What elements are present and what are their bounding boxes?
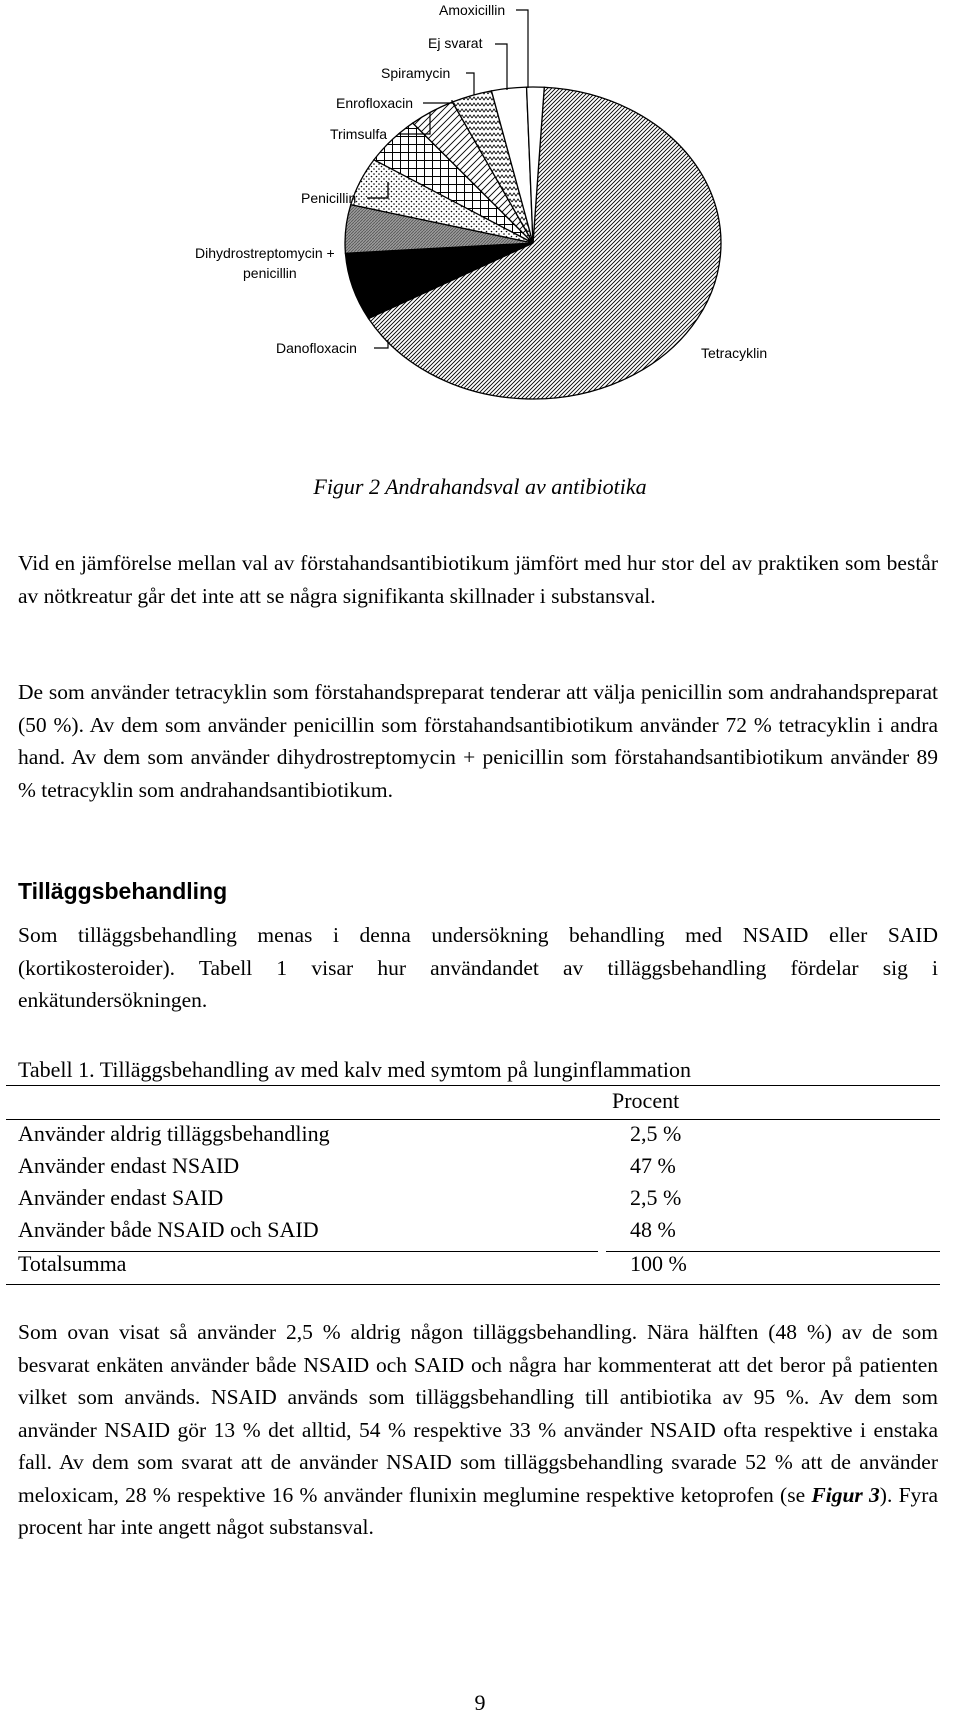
leader-line-amoxicillin: [516, 10, 528, 88]
slice-label-line-2: penicillin: [243, 265, 297, 281]
leader-line-spiramycin: [466, 73, 474, 95]
section-heading: Tilläggsbehandling: [18, 878, 228, 904]
table-row-value: 48 %: [630, 1217, 676, 1242]
table-row-label: Använder både NSAID och SAID: [18, 1217, 319, 1242]
table-column-header: Procent: [612, 1088, 680, 1113]
table-row-value: 47 %: [630, 1153, 676, 1178]
antibiotics-pie-chart: [0, 0, 960, 440]
table-row: [18, 1121, 938, 1153]
page-number: 9: [474, 1690, 486, 1715]
figure-caption: Figur 2 Andrahandsval av antibiotika: [313, 474, 647, 499]
table-row: [18, 1185, 938, 1217]
paragraph-results: [18, 1316, 938, 1544]
slice-label-spiramycin: Spiramycin: [381, 65, 451, 81]
paragraph-results-text: Som ovan visat så använder 2,5 % aldrig någon tilläggsbehandling. Nära hälften (48 %) av de som besvarat enkäten använder både NSAID och SAID och några har kommenterat att det beror på patienten vilket som används. NSAID används som tilläggsbehandling till antibiotika av 95 %. Av dem som använder NSAID gör 13 % det alltid, 54 % respektive 33 % använder NSAID ofta respektive i enstaka fall. Av dem som svarat att de använder NSAID som tilläggsbehandling svarade 52 % att de använder meloxicam, 28 % respektive 16 % använder flunixin meglumine respektive ketoprofen (se: [18, 1320, 938, 1507]
leader-line-enrofloxacin: [423, 100, 452, 103]
slice-label-danofloxacin: Danofloxacin: [276, 340, 357, 356]
paragraph-comparison: Vid en jämförelse mellan val av förstahandsantibiotikum jämfört med hur stor del av praktiken som består av nötkreatur går det inte att se några signifikanta skillnader i substansval.: [18, 551, 938, 608]
slice-label-enrofloxacin: Enrofloxacin: [336, 95, 414, 111]
table-title: Tabell 1. Tilläggsbehandling av med kalv med symtom på lunginflammation: [18, 1057, 692, 1082]
table-row-value: 100 %: [630, 1251, 687, 1276]
slice-label-amoxicillin: Amoxicillin: [439, 2, 506, 18]
table-row-label: Använder aldrig tilläggsbehandling: [18, 1121, 330, 1146]
table-row-total: [18, 1251, 938, 1283]
paragraph-results-end: ). Fyra procent har inte angett något substansval.: [18, 1482, 938, 1539]
slice-label-ej-svarat: Ej svarat: [428, 35, 483, 51]
figure-reference: Figur 3: [811, 1482, 880, 1507]
slice-label-penicillin: Penicillin: [301, 190, 357, 206]
table-row-label: Använder endast SAID: [18, 1185, 224, 1210]
table-row: [18, 1153, 938, 1185]
table-bottom-rule: [6, 1284, 940, 1285]
slice-label-trimsulfa: Trimsulfa: [330, 126, 388, 142]
leader-line-danofloxacin: [374, 340, 388, 348]
paragraph-second-choice: De som använder tetracyklin som förstahandspreparat tenderar att välja penicillin som andrahandspreparat (50 %). Av dem som använder penicillin som förstahandsantibiotikum använder 72 % tetracyklin i andra hand. Av dem som använder dihydrostreptomycin + penicillin som förstahandsantibiotikum använder 89 % tetracyklin som andrahandsantibiotikum.: [18, 680, 938, 802]
paragraph-supplementary-intro: Som tilläggsbehandling menas i denna undersökning behandling med NSAID eller SAID (kortikosteroider). Tabell 1 visar hur användandet av tilläggsbehandling fördelar sig i enkätundersökningen.: [18, 923, 938, 1012]
leader-line-ej-svarat: [495, 44, 507, 90]
slice-label-dihydrostreptomycin-penicillin: [195, 245, 339, 281]
table-row: [18, 1217, 938, 1249]
slice-label-tetracyklin: Tetracyklin: [701, 345, 768, 361]
table-top-rule: [6, 1085, 940, 1086]
table-row-value: 2,5 %: [630, 1121, 682, 1146]
table-row-label: Använder endast NSAID: [18, 1153, 240, 1178]
table-header-rule: [6, 1119, 940, 1120]
table-row-label: Totalsumma: [18, 1251, 127, 1276]
slice-label-line-1: Dihydrostreptomycin +: [195, 245, 335, 261]
table-row-value: 2,5 %: [630, 1185, 682, 1210]
